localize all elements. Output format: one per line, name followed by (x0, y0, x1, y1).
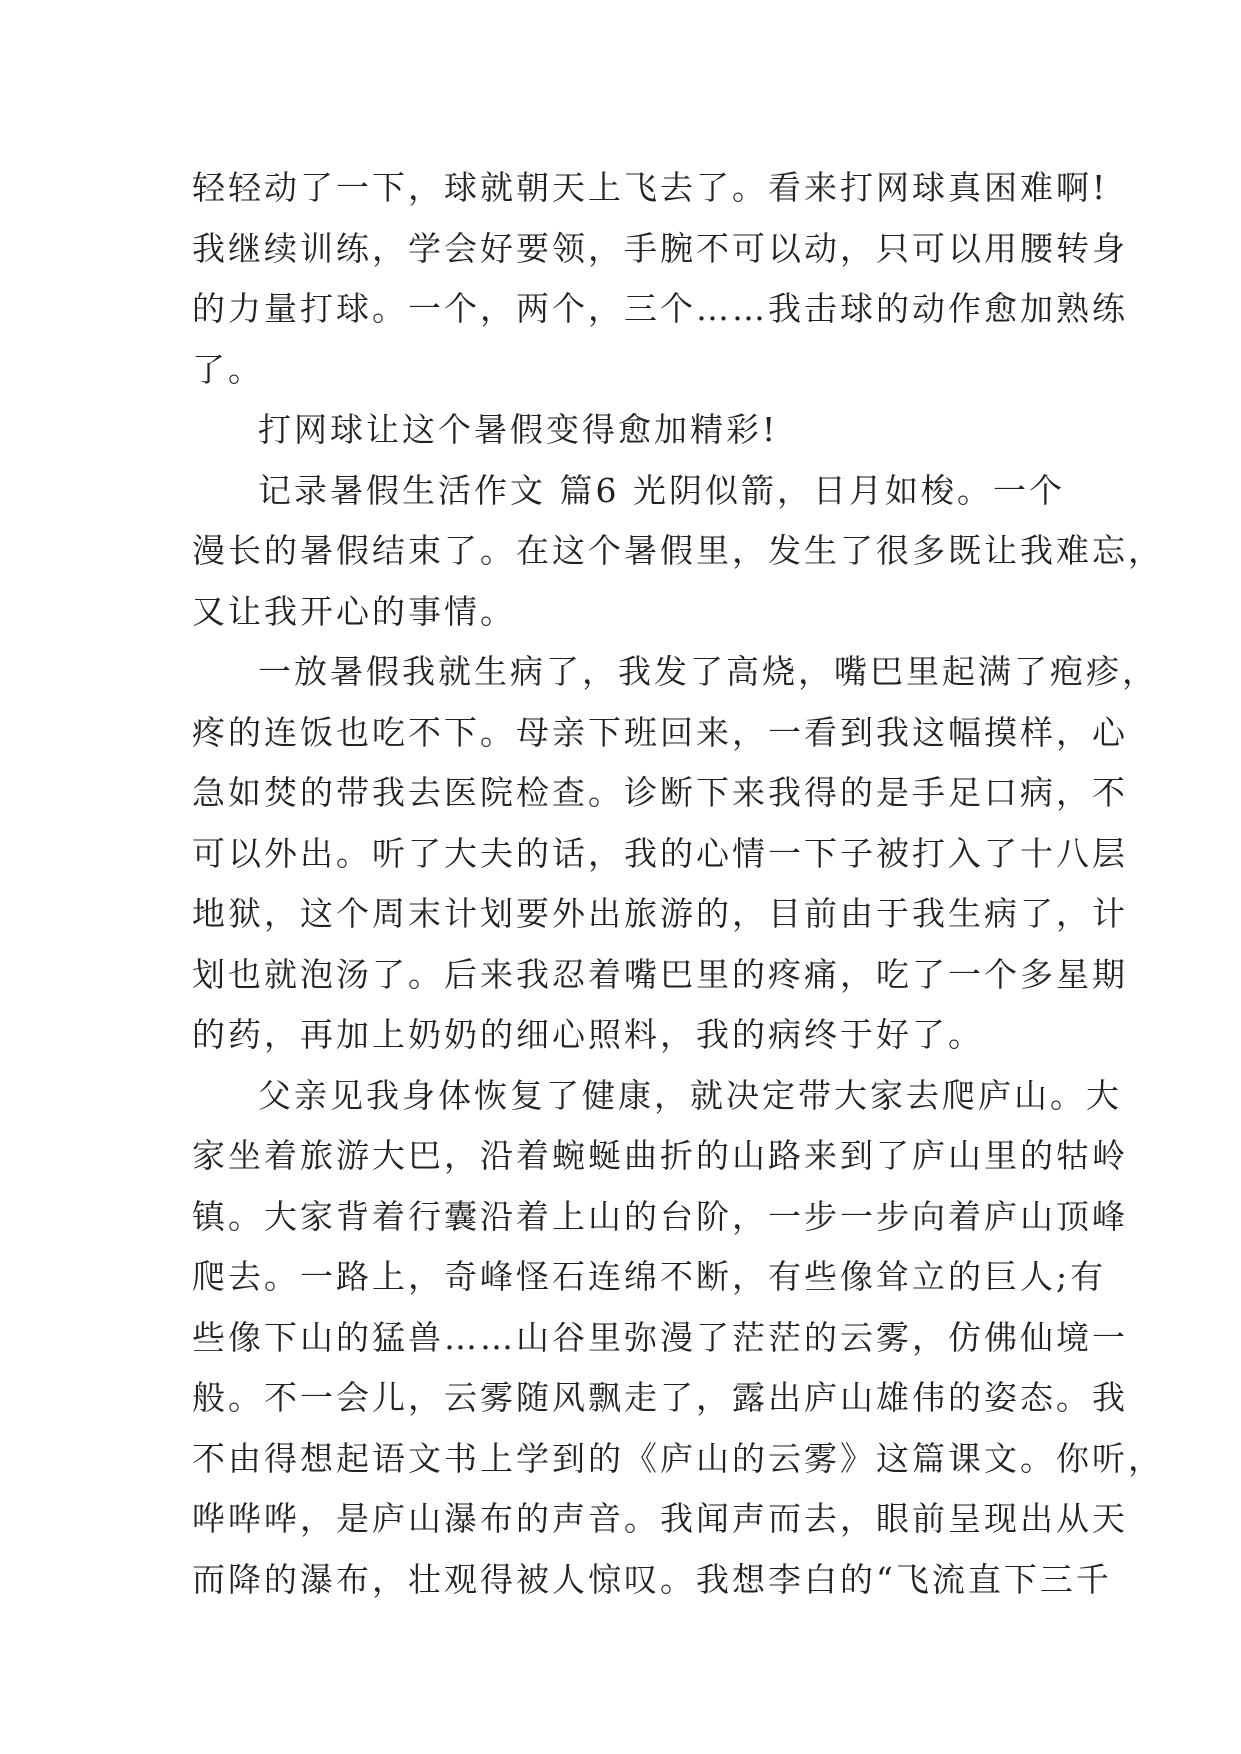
text-line: 爬去。一路上，奇峰怪石连绵不断，有些像耸立的巨人;有 (192, 1257, 1107, 1296)
text-line: 哗哗哗，是庐山瀑布的声音。我闻声而去，眼前呈现出从天 (192, 1499, 1128, 1538)
text-line: 镇。大家背着行囊沿着上山的台阶，一步一步向着庐山顶峰 (192, 1196, 1128, 1236)
text-line: 不由得想起语文书上学到的《庐山的云雾》这篇课文。你听， (192, 1438, 1164, 1478)
paragraph-start-line: 父亲见我身体恢复了健康，就决定带大家去爬庐山。大 (258, 1075, 1122, 1115)
text-line: 的药，再加上奶奶的细心照料，我的病终于好了。 (192, 1015, 984, 1054)
text-line: 急如焚的带我去医院检查。诊断下来我得的是手足口病，不 (192, 773, 1128, 812)
essay-text (192, 158, 1164, 1610)
text-line: 了。 (192, 349, 264, 389)
text-line: 般。不一会儿，云雾随风飘走了，露出庐山雄伟的姿态。我 (192, 1378, 1128, 1417)
text-line: 又让我开心的事情。 (192, 591, 516, 631)
text-line: 地狱，这个周末计划要外出旅游的，目前由于我生病了，计 (192, 894, 1128, 933)
text-line: 可以外出。听了大夫的话，我的心情一下子被打入了十八层 (192, 833, 1128, 873)
text-line: 我继续训练，学会好要领，手腕不可以动，只可以用腰转身 (192, 228, 1128, 268)
paragraph-start-line: 一放暑假我就生病了，我发了高烧，嘴巴里起满了疱疹， (258, 652, 1158, 691)
text-line: 疼的连饭也吃不下。母亲下班回来，一看到我这幅摸样，心 (192, 712, 1128, 752)
text-line: 划也就泡汤了。后来我忍着嘴巴里的疼痛，吃了一个多星期 (192, 954, 1128, 994)
text-line: 漫长的暑假结束了。在这个暑假里，发生了很多既让我难忘， (192, 531, 1164, 570)
text-line: 而降的瀑布，壮观得被人惊叹。我想李白的“飞流直下三千 (192, 1559, 1112, 1599)
text-line: 的力量打球。一个，两个，三个……我击球的动作愈加熟练 (192, 289, 1128, 328)
text-line: 家坐着旅游大巴，沿着蜿蜒曲折的山路来到了庐山里的牯岭 (192, 1136, 1128, 1175)
section-heading-line: 记录暑假生活作文 篇6 光阴似箭，日月如梭。一个 (258, 470, 1065, 510)
text-line: 些像下山的猛兽……山谷里弥漫了茫茫的云雾，仿佛仙境一 (192, 1317, 1128, 1357)
paragraph-start-line: 打网球让这个暑假变得愈加精彩! (258, 410, 779, 449)
text-line: 轻轻动了一下，球就朝天上飞去了。看来打网球真困难啊! (192, 168, 1109, 207)
